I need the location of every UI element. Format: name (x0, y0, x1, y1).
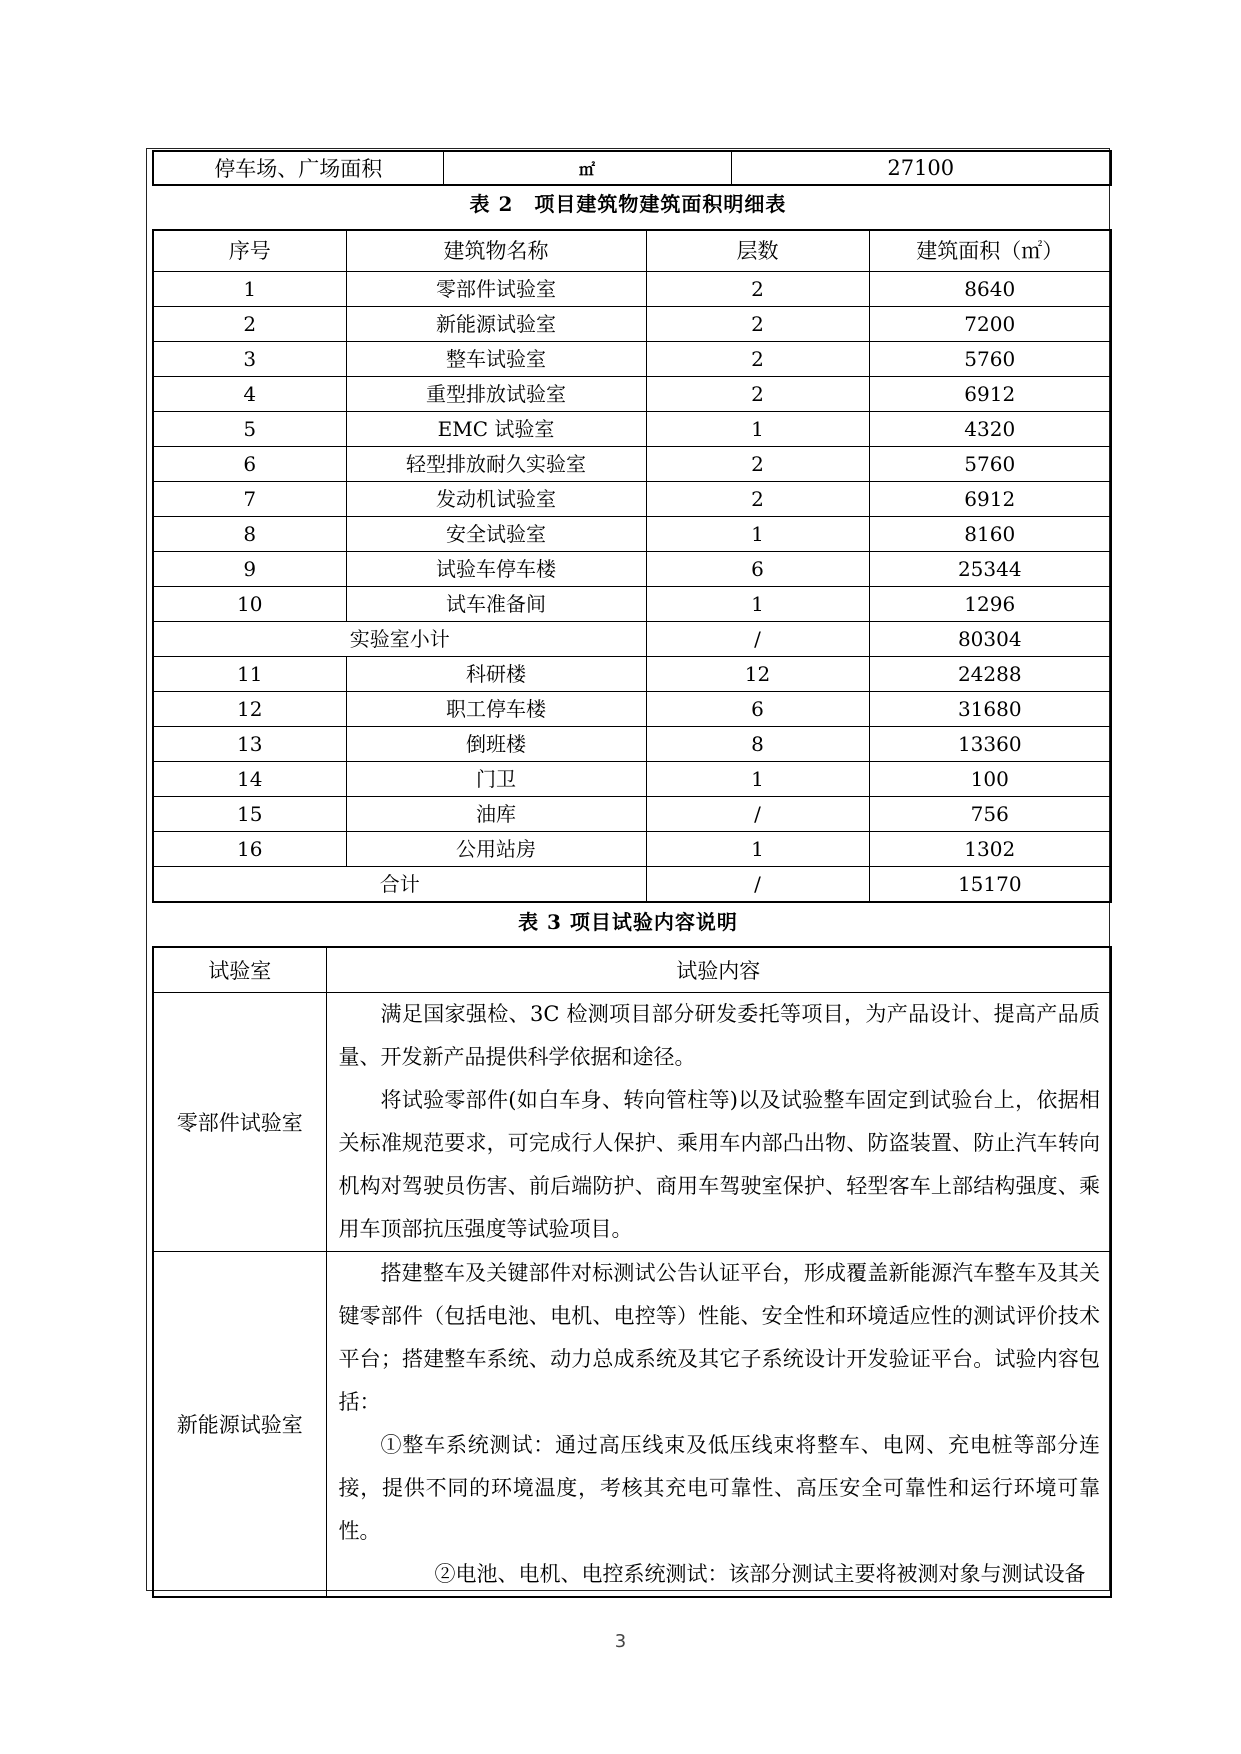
building-area: 4320 (869, 412, 1111, 447)
building-name: 发动机试验室 (346, 482, 646, 517)
floor-count: 2 (646, 482, 869, 517)
building-name: 安全试验室 (346, 517, 646, 552)
total-row (153, 867, 1111, 903)
floor-count: 2 (646, 272, 869, 307)
parking-area-label: 停车场、广场面积 (153, 151, 443, 185)
row-no: 10 (153, 587, 346, 622)
building-name: 新能源试验室 (346, 307, 646, 342)
table-row (153, 482, 1111, 517)
table-row (153, 447, 1111, 482)
content-paragraph: ①整车系统测试：通过高压线束及低压线束将整车、电网、充电桩等部分连接，提供不同的环境温度，考核其充电可靠性、高压安全可靠性和运行环境可靠性。 (338, 1433, 1100, 1543)
building-name: 倒班楼 (346, 727, 646, 762)
table-row (153, 587, 1111, 622)
table-row (153, 517, 1111, 552)
table-row (153, 727, 1111, 762)
header-content: 试验内容 (326, 947, 1111, 993)
building-area: 7200 (869, 307, 1111, 342)
floor-count: 1 (646, 412, 869, 447)
table-row (153, 377, 1111, 412)
floor-count: 6 (646, 692, 869, 727)
lab-content (326, 1252, 1111, 1598)
row-no: 1 (153, 272, 346, 307)
table-row (153, 692, 1111, 727)
table-row (153, 657, 1111, 692)
table-row (153, 832, 1111, 867)
building-area: 5760 (869, 342, 1111, 377)
building-area: 1302 (869, 832, 1111, 867)
floor-count: 2 (646, 447, 869, 482)
lab-name: 新能源试验室 (153, 1252, 326, 1598)
table3-caption: 表 3 项目试验内容说明 (518, 910, 738, 934)
content-paragraph: 满足国家强检、3C 检测项目部分研发委托等项目，为产品设计、提高产品质量、开发新产品提供科学依据和途径。 (338, 1002, 1100, 1069)
table2-rows-a (153, 272, 1111, 622)
building-area: 24288 (869, 657, 1111, 692)
floor-count: / (646, 797, 869, 832)
subtotal-row (153, 622, 1111, 657)
building-area-table (152, 229, 1112, 903)
table2-caption: 表 2 项目建筑物建筑面积明细表 (469, 192, 787, 216)
row-no: 15 (153, 797, 346, 832)
building-area: 6912 (869, 482, 1111, 517)
lab-name: 零部件试验室 (153, 993, 326, 1252)
page-number: 3 (614, 1631, 627, 1652)
row-no: 4 (153, 377, 346, 412)
row-no: 11 (153, 657, 346, 692)
building-name: 公用站房 (346, 832, 646, 867)
content-paragraph: ②电池、电机、电控系统测试：该部分测试主要将被测对象与测试设备 (434, 1562, 1086, 1586)
building-name: 轻型排放耐久实验室 (346, 447, 646, 482)
building-name: 试车准备间 (346, 587, 646, 622)
table-row (153, 151, 1111, 185)
floor-count: 1 (646, 587, 869, 622)
table-row (153, 272, 1111, 307)
building-name: 整车试验室 (346, 342, 646, 377)
subtotal-floors: / (646, 622, 869, 657)
building-area: 13360 (869, 727, 1111, 762)
row-no: 13 (153, 727, 346, 762)
table-row (153, 412, 1111, 447)
table-row (153, 797, 1111, 832)
header-no: 序号 (153, 230, 346, 272)
building-area: 756 (869, 797, 1111, 832)
floor-count: 2 (646, 307, 869, 342)
header-name: 建筑物名称 (346, 230, 646, 272)
header-floors: 层数 (646, 230, 869, 272)
floor-count: 2 (646, 342, 869, 377)
table-row (153, 762, 1111, 797)
lab-content (326, 993, 1111, 1252)
row-no: 7 (153, 482, 346, 517)
building-area: 6912 (869, 377, 1111, 412)
header-lab: 试验室 (153, 947, 326, 993)
building-area: 100 (869, 762, 1111, 797)
parking-area-row-table (152, 150, 1112, 186)
subtotal-label: 实验室小计 (153, 622, 646, 657)
floor-count: 1 (646, 762, 869, 797)
building-area: 1296 (869, 587, 1111, 622)
parking-area-unit: ㎡ (443, 151, 731, 185)
row-no: 6 (153, 447, 346, 482)
content-paragraph: 将试验零部件(如白车身、转向管柱等)以及试验整车固定到试验台上，依据相关标准规范要求，可完成行人保护、乘用车内部凸出物、防盗装置、防止汽车转向机构对驾驶员伤害、前后端防护、商用车驾驶室保护、轻型客车上部结构强度、乘用车顶部抗压强度等试验项目。 (338, 1088, 1100, 1241)
row-no: 2 (153, 307, 346, 342)
header-area: 建筑面积（㎡） (869, 230, 1111, 272)
table-row (153, 1252, 1111, 1598)
building-area: 25344 (869, 552, 1111, 587)
floor-count: 2 (646, 377, 869, 412)
table-row (153, 552, 1111, 587)
building-name: EMC 试验室 (346, 412, 646, 447)
total-area: 15170 (869, 867, 1111, 903)
building-area: 8160 (869, 517, 1111, 552)
row-no: 9 (153, 552, 346, 587)
subtotal-area: 80304 (869, 622, 1111, 657)
table2-rows-b (153, 657, 1111, 867)
row-no: 5 (153, 412, 346, 447)
building-name: 科研楼 (346, 657, 646, 692)
building-area: 5760 (869, 447, 1111, 482)
content-paragraph: 搭建整车及关键部件对标测试公告认证平台，形成覆盖新能源汽车整车及其关键零部件（包括电池、电机、电控等）性能、安全性和环境适应性的测试评价技术平台；搭建整车系统、动力总成系统及其它子系统设计开发验证平台。试验内容包括： (338, 1261, 1100, 1414)
total-label: 合计 (153, 867, 646, 903)
total-floors: / (646, 867, 869, 903)
table-row (153, 993, 1111, 1252)
row-no: 16 (153, 832, 346, 867)
floor-count: 12 (646, 657, 869, 692)
building-name: 油库 (346, 797, 646, 832)
floor-count: 1 (646, 517, 869, 552)
parking-area-value: 27100 (731, 151, 1111, 185)
building-area: 31680 (869, 692, 1111, 727)
building-name: 重型排放试验室 (346, 377, 646, 412)
building-name: 试验车停车楼 (346, 552, 646, 587)
building-name: 职工停车楼 (346, 692, 646, 727)
floor-count: 6 (646, 552, 869, 587)
row-no: 14 (153, 762, 346, 797)
table-header-row (153, 947, 1111, 993)
table-header-row (153, 230, 1111, 272)
building-name: 零部件试验室 (346, 272, 646, 307)
building-area: 8640 (869, 272, 1111, 307)
table-row (153, 342, 1111, 377)
row-no: 12 (153, 692, 346, 727)
floor-count: 1 (646, 832, 869, 867)
table-row (153, 307, 1111, 342)
row-no: 8 (153, 517, 346, 552)
test-content-table (152, 946, 1112, 1598)
floor-count: 8 (646, 727, 869, 762)
building-name: 门卫 (346, 762, 646, 797)
row-no: 3 (153, 342, 346, 377)
